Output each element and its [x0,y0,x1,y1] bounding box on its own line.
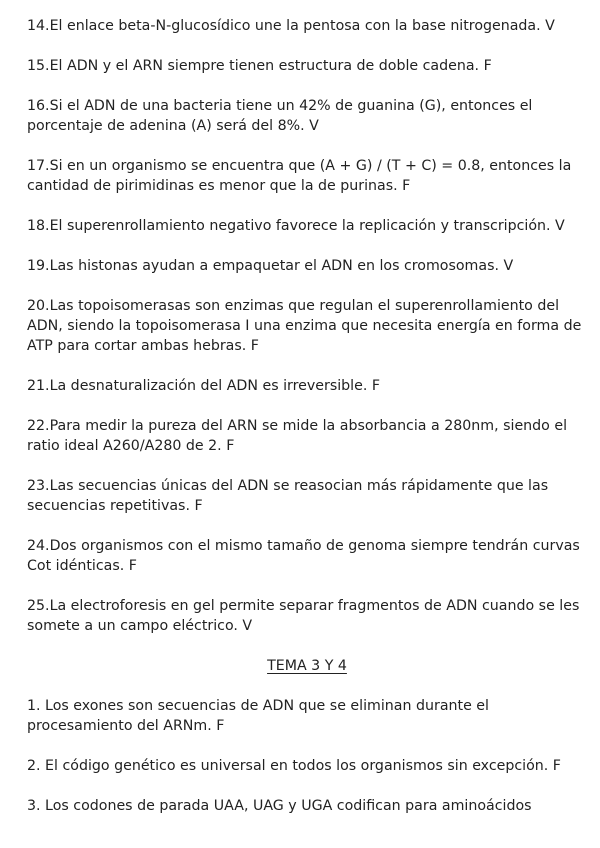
question-number: 24. [27,538,50,554]
question-text: Las histonas ayudan a empaquetar el ADN en los cromosomas. V [49,258,514,274]
question-17 [27,156,587,196]
question-22 [27,416,587,456]
question-number: 18. [27,218,50,234]
question-text: Dos organismos con el mismo tamaño de genoma siempre tendrán curvas Cot idénticas. F [27,538,580,574]
question-text: La desnaturalización del ADN es irreversible. F [49,378,381,394]
section-heading: TEMA 3 Y 4 [267,658,347,674]
question-number: 1. [27,698,46,714]
question-text: El ADN y el ARN siempre tienen estructura de doble cadena. F [49,58,492,74]
question-text: Las topoisomerasas son enzimas que regulan el superenrollamiento del ADN, siendo la topoisomerasa I una enzima que necesita energía en forma de ATP para cortar ambas hebras. F [27,298,582,354]
question-number: 25. [27,598,50,614]
question-23 [27,476,587,516]
question-text: Los exones son secuencias de ADN que se eliminan durante el procesamiento del ARNm. F [27,698,489,734]
question-text: Los codones de parada UAA, UAG y UGA codifican para aminoácidos [45,798,532,814]
question-3 [27,796,587,816]
question-text: El enlace beta-N-glucosídico une la pentosa con la base nitrogenada. V [49,18,555,34]
question-number: 23. [27,478,50,494]
question-2 [27,756,587,776]
question-20 [27,296,587,356]
question-21 [27,376,587,396]
document-page [27,16,587,816]
question-number: 16. [27,98,50,114]
question-number: 2. [27,758,46,774]
question-14 [27,16,587,36]
question-24 [27,536,587,576]
question-number: 15. [27,58,50,74]
question-number: 14. [27,18,50,34]
question-text: Para medir la pureza del ARN se mide la absorbancia a 280nm, siendo el ratio ideal A260/A280 de 2. F [27,418,568,454]
question-text: Las secuencias únicas del ADN se reasocian más rápidamente que las secuencias repetitivas. F [27,478,549,514]
question-text: El código genético es universal en todos los organismos sin excepción. F [45,758,561,774]
question-16 [27,96,587,136]
question-1 [27,696,587,736]
question-text: El superenrollamiento negativo favorece la replicación y transcripción. V [49,218,565,234]
question-number: 20. [27,298,50,314]
question-25 [27,596,587,636]
question-number: 19. [27,258,50,274]
question-19 [27,256,587,276]
question-18 [27,216,587,236]
question-text: Si el ADN de una bacteria tiene un 42% de guanina (G), entonces el porcentaje de adenina (A) será del 8%. V [27,98,533,134]
question-15 [27,56,587,76]
question-number: 22. [27,418,50,434]
question-number: 3. [27,798,46,814]
question-number: 17. [27,158,50,174]
question-text: Si en un organismo se encuentra que (A + G) / (T + C) = 0.8, entonces la cantidad de pirimidinas es menor que la de purinas. F [27,158,572,194]
question-number: 21. [27,378,50,394]
question-text: La electroforesis en gel permite separar fragmentos de ADN cuando se les somete a un campo eléctrico. V [27,598,580,634]
